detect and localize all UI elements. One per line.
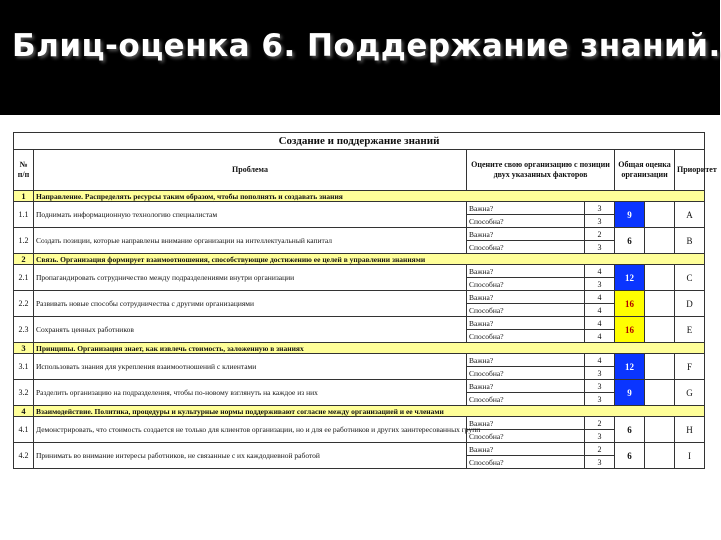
section-number: 4: [14, 406, 34, 417]
spacer-cell: [645, 291, 675, 317]
priority-letter: I: [675, 443, 705, 469]
total-score: 16: [615, 317, 645, 343]
section-number: 1: [14, 191, 34, 202]
importance-label: Важна?: [467, 265, 585, 278]
capability-score: 3: [585, 367, 615, 380]
table-row: [14, 265, 705, 278]
importance-score: 3: [585, 202, 615, 215]
importance-label: Важна?: [467, 380, 585, 393]
row-problem: Развивать новые способы сотрудничества с другими организациями: [34, 291, 467, 317]
header-priority: Приоритет: [675, 150, 705, 191]
capability-label: Способна?: [467, 215, 585, 228]
capability-score: 4: [585, 304, 615, 317]
priority-letter: B: [675, 228, 705, 254]
row-number: 2.3: [14, 317, 34, 343]
capability-score: 3: [585, 430, 615, 443]
table-row: [14, 291, 705, 304]
row-problem: Поднимать информационную технологию специалистам: [34, 202, 467, 228]
priority-letter: G: [675, 380, 705, 406]
total-score: 6: [615, 417, 645, 443]
capability-score: 3: [585, 393, 615, 406]
capability-score: 3: [585, 241, 615, 254]
capability-score: 3: [585, 456, 615, 469]
row-problem: Демонстрировать, что стоимость создается не только для клиентов организации, но и для ее работников и других заинтересованных групп: [34, 417, 467, 443]
importance-label: Важна?: [467, 291, 585, 304]
capability-label: Способна?: [467, 278, 585, 291]
section-row: [14, 254, 705, 265]
capability-label: Способна?: [467, 456, 585, 469]
importance-label: Важна?: [467, 354, 585, 367]
capability-score: 3: [585, 215, 615, 228]
table-row: [14, 443, 705, 456]
priority-letter: H: [675, 417, 705, 443]
table-title: Создание и поддержание знаний: [14, 133, 705, 150]
total-score: 16: [615, 291, 645, 317]
header-num: № п/п: [14, 150, 34, 191]
importance-score: 3: [585, 380, 615, 393]
importance-score: 2: [585, 417, 615, 430]
capability-label: Способна?: [467, 393, 585, 406]
importance-label: Важна?: [467, 317, 585, 330]
table-row: [14, 317, 705, 330]
row-number: 4.1: [14, 417, 34, 443]
table-row: [14, 380, 705, 393]
section-row: [14, 191, 705, 202]
capability-label: Способна?: [467, 330, 585, 343]
priority-letter: E: [675, 317, 705, 343]
spacer-cell: [645, 202, 675, 228]
priority-letter: D: [675, 291, 705, 317]
row-number: 3.1: [14, 354, 34, 380]
capability-label: Способна?: [467, 367, 585, 380]
section-title: Связь. Организация формирует взаимоотношения, способствующие достижению ее целей в управлении знаниями: [34, 254, 705, 265]
spacer-cell: [645, 443, 675, 469]
knowledge-table: [13, 132, 717, 469]
section-number: 3: [14, 343, 34, 354]
total-score: 9: [615, 380, 645, 406]
table-row: [14, 417, 705, 430]
importance-label: Важна?: [467, 443, 585, 456]
header-problem: Проблема: [34, 150, 467, 191]
row-number: 1.2: [14, 228, 34, 254]
capability-score: 4: [585, 330, 615, 343]
importance-label: Важна?: [467, 228, 585, 241]
capability-label: Способна?: [467, 241, 585, 254]
table-row: [14, 202, 705, 215]
row-problem: Разделить организацию на подразделения, чтобы по-новому взглянуть на каждое из них: [34, 380, 467, 406]
spacer-cell: [645, 354, 675, 380]
importance-score: 2: [585, 228, 615, 241]
row-problem: Сохранять ценных работников: [34, 317, 467, 343]
spacer-cell: [645, 380, 675, 406]
importance-score: 4: [585, 265, 615, 278]
row-number: 2.1: [14, 265, 34, 291]
importance-label: Важна?: [467, 202, 585, 215]
header-total: Общая оценка организации: [615, 150, 675, 191]
priority-letter: A: [675, 202, 705, 228]
importance-score: 4: [585, 354, 615, 367]
total-score: 12: [615, 354, 645, 380]
row-number: 2.2: [14, 291, 34, 317]
spacer-cell: [645, 417, 675, 443]
total-score: 6: [615, 228, 645, 254]
row-problem: Принимать во внимание интересы работников, не связанные с их каждодневной работой: [34, 443, 467, 469]
row-problem: Пропагандировать сотрудничество между подразделениями внутри организации: [34, 265, 467, 291]
capability-label: Способна?: [467, 430, 585, 443]
capability-label: Способна?: [467, 304, 585, 317]
section-row: [14, 343, 705, 354]
total-score: 12: [615, 265, 645, 291]
total-score: 9: [615, 202, 645, 228]
spacer-cell: [645, 228, 675, 254]
section-row: [14, 406, 705, 417]
slide-title: Блиц-оценка 6. Поддержание знаний.: [12, 28, 721, 64]
slide-header: [0, 0, 720, 115]
row-problem: Создать позиции, которые направлены внимание организации на интеллектуальный капитал: [34, 228, 467, 254]
total-score: 6: [615, 443, 645, 469]
table-row: [14, 354, 705, 367]
spreadsheet: [13, 132, 717, 469]
importance-score: 4: [585, 317, 615, 330]
importance-score: 2: [585, 443, 615, 456]
capability-score: 3: [585, 278, 615, 291]
priority-letter: F: [675, 354, 705, 380]
spacer-cell: [645, 317, 675, 343]
row-number: 3.2: [14, 380, 34, 406]
table-row: [14, 228, 705, 241]
row-number: 1.1: [14, 202, 34, 228]
section-title: Взаимодействие. Политика, процедуры и культурные нормы поддерживают согласие между организацией и ее членами: [34, 406, 705, 417]
section-title: Принципы. Организация знает, как извлечь стоимость, заложенную в знаниях: [34, 343, 705, 354]
row-number: 4.2: [14, 443, 34, 469]
header-rate: Оцените свою организацию с позиции двух указанных факторов: [467, 150, 615, 191]
importance-score: 4: [585, 291, 615, 304]
importance-label: Важна?: [467, 417, 585, 430]
spacer-cell: [645, 265, 675, 291]
priority-letter: C: [675, 265, 705, 291]
row-problem: Использовать знания для укрепления взаимоотношений с клиентами: [34, 354, 467, 380]
section-number: 2: [14, 254, 34, 265]
section-title: Направление. Распределять ресурсы таким образом, чтобы пополнять и создавать знания: [34, 191, 705, 202]
